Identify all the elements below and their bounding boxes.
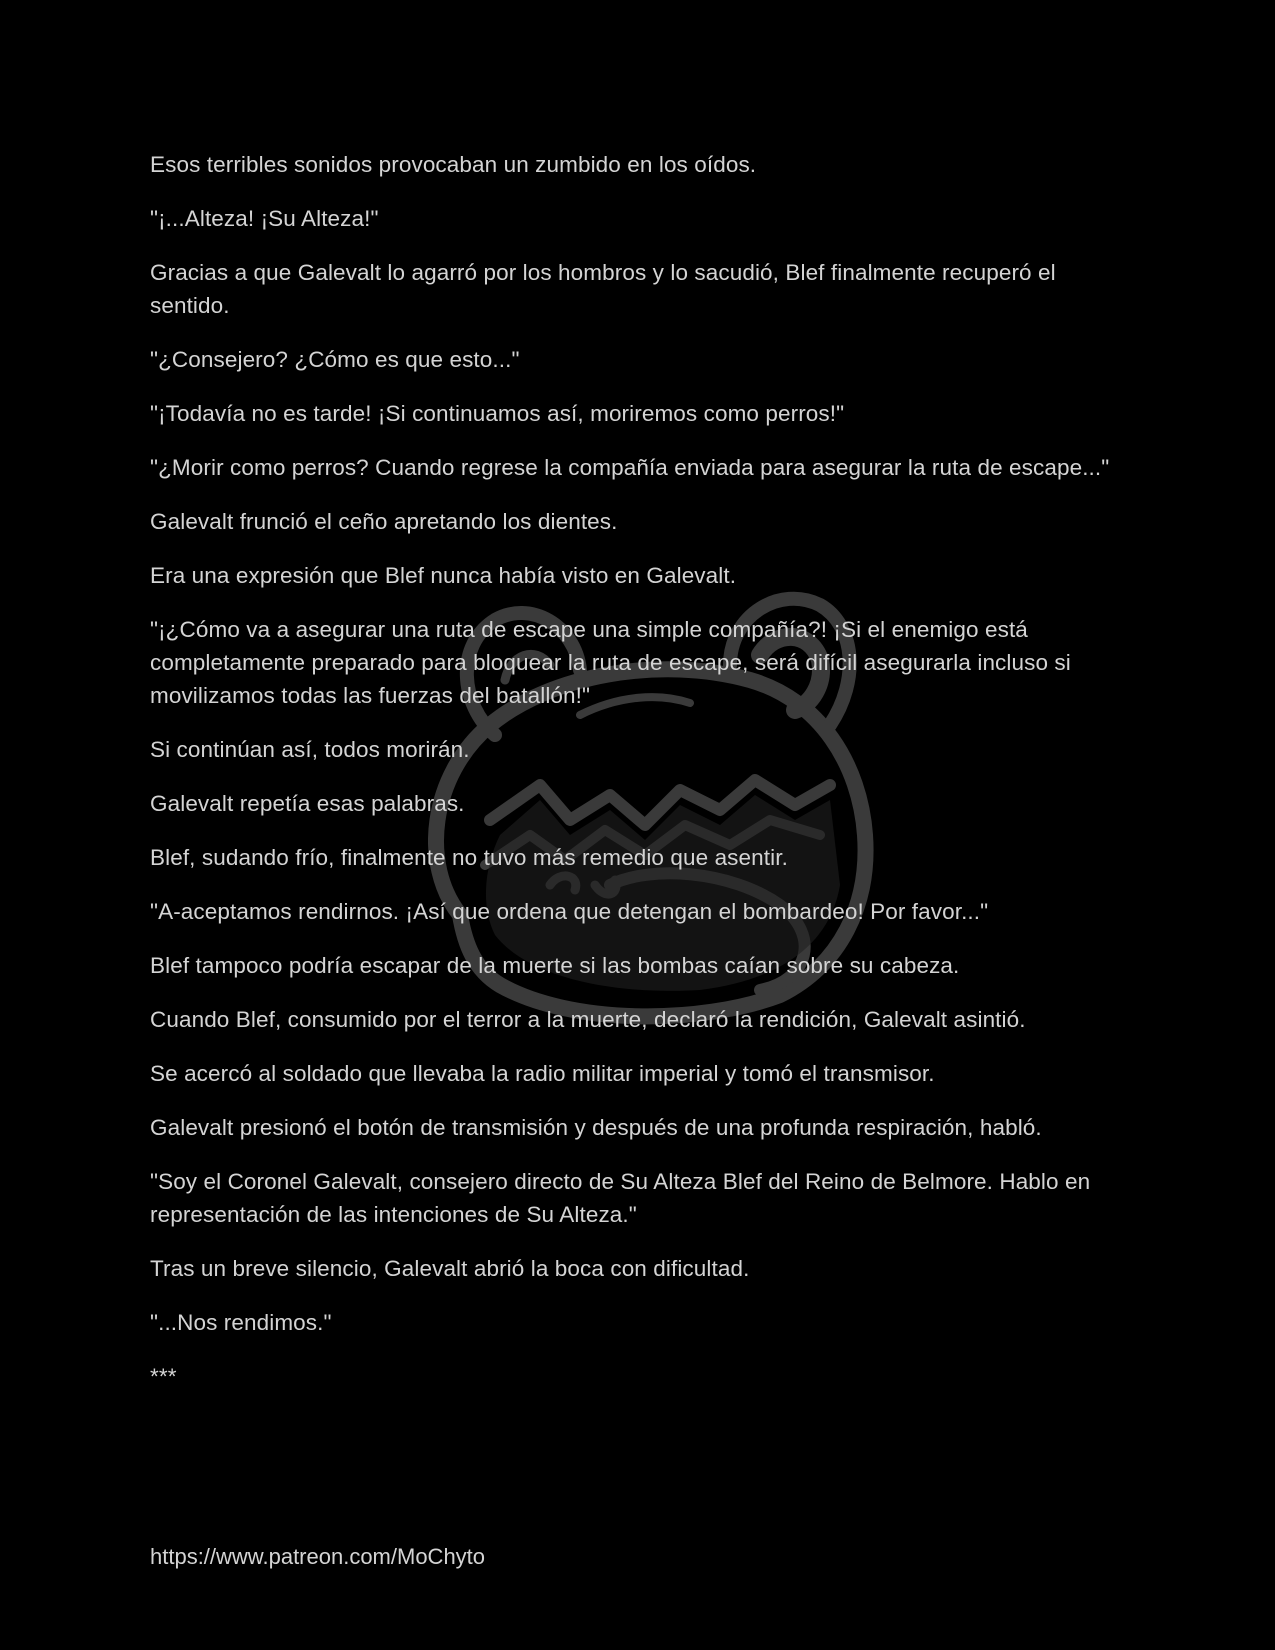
paragraph-8: Era una expresión que Blef nunca había visto en Galevalt. — [150, 563, 737, 588]
paragraph-7: Galevalt frunció el ceño apretando los dientes. — [150, 509, 618, 534]
paragraph-10: Si continúan así, todos morirán. — [150, 737, 470, 762]
paragraph-1: Esos terribles sonidos provocaban un zumbido en los oídos. — [150, 152, 757, 177]
scene-break: *** — [150, 1364, 177, 1389]
paragraph-13: "A-aceptamos rendirnos. ¡Así que ordena que detengan el bombardeo! Por favor..." — [150, 899, 989, 924]
paragraph-9: "¡¿Cómo va a asegurar una ruta de escape una simple compañía?! ¡Si el enemigo está completamente preparado para bloquear la ruta de escape, será difícil asegurarla incluso si movilizamos todas las fuerzas del batallón!" — [150, 617, 1071, 708]
paragraph-6: "¿Morir como perros? Cuando regrese la compañía enviada para asegurar la ruta de escape..." — [150, 455, 1110, 480]
paragraph-2: "¡...Alteza! ¡Su Alteza!" — [150, 206, 379, 231]
paragraph-20: "...Nos rendimos." — [150, 1310, 332, 1335]
paragraph-15: Cuando Blef, consumido por el terror a la muerte, declaró la rendición, Galevalt asintió. — [150, 1007, 1026, 1032]
paragraph-14: Blef tampoco podría escapar de la muerte si las bombas caían sobre su cabeza. — [150, 953, 960, 978]
patreon-link[interactable]: https://www.patreon.com/MoChyto — [150, 1544, 486, 1569]
paragraph-19: Tras un breve silencio, Galevalt abrió la boca con dificultad. — [150, 1256, 750, 1281]
document-body — [150, 148, 1135, 1414]
paragraph-17: Galevalt presionó el botón de transmisión y después de una profunda respiración, habló. — [150, 1115, 1042, 1140]
paragraph-11: Galevalt repetía esas palabras. — [150, 791, 465, 816]
paragraph-5: "¡Todavía no es tarde! ¡Si continuamos así, moriremos como perros!" — [150, 401, 845, 426]
paragraph-4: "¿Consejero? ¿Cómo es que esto..." — [150, 347, 520, 372]
paragraph-18: "Soy el Coronel Galevalt, consejero directo de Su Alteza Blef del Reino de Belmore. Hablo en representación de las intenciones de Su Alteza." — [150, 1169, 1091, 1227]
paragraph-16: Se acercó al soldado que llevaba la radio militar imperial y tomó el transmisor. — [150, 1061, 935, 1086]
paragraph-3: Gracias a que Galevalt lo agarró por los hombros y lo sacudió, Blef finalmente recuperó el sentido. — [150, 260, 1056, 318]
paragraph-12: Blef, sudando frío, finalmente no tuvo más remedio que asentir. — [150, 845, 788, 870]
